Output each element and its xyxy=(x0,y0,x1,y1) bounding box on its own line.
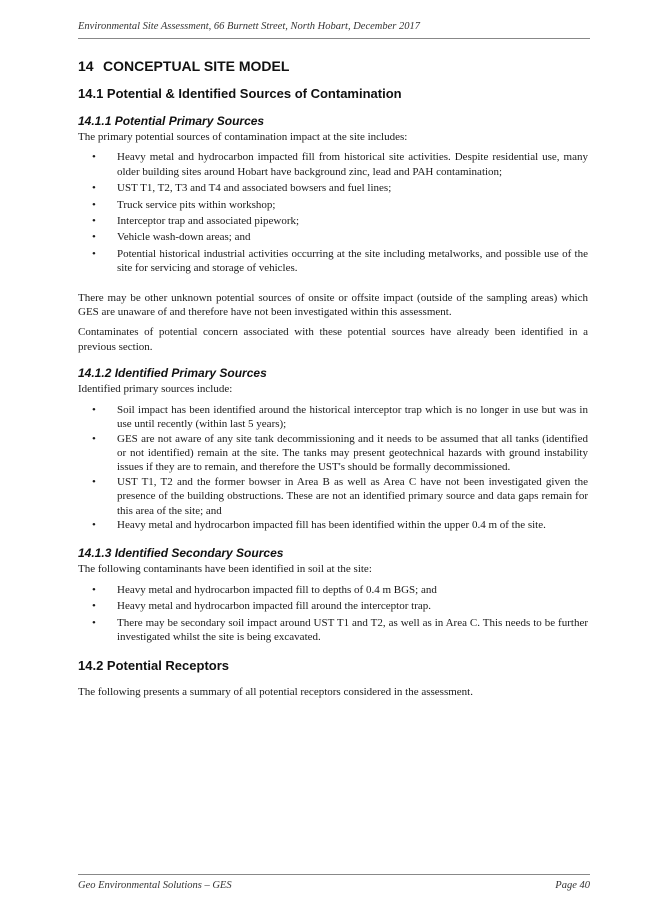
list-item: • Heavy metal and hydrocarbon impacted fill to depths of 0.4 m BGS; and xyxy=(78,583,588,597)
intro-14-1-3: The following contaminants have been identified in soil at the site: xyxy=(78,563,372,576)
subsection-heading-14-2: 14.2 Potential Receptors xyxy=(78,658,229,674)
list-item: • UST T1, T2 and the former bowser in Area B as well as Area C have not been investigated given the presence of the building obstructions. These are not an identified primary source and data gaps remain for this area of the site; and xyxy=(78,475,588,518)
footer-organisation: Geo Environmental Solutions – GES xyxy=(78,880,232,891)
list-item: • Truck service pits within workshop; xyxy=(78,198,588,212)
list-item: • Vehicle wash-down areas; and xyxy=(78,230,588,244)
subsubsection-heading-14-1-3: 14.1.3 Identified Secondary Sources xyxy=(78,546,284,561)
list-item: • Heavy metal and hydrocarbon impacted fill has been identified within the upper 0.4 m of the site. xyxy=(78,518,588,532)
header-divider xyxy=(78,38,590,39)
subsubsection-heading-14-1-1: 14.1.1 Potential Primary Sources xyxy=(78,114,265,128)
intro-14-1-1: The primary potential sources of contamination impact at the site includes: xyxy=(78,131,408,143)
section-title: CONCEPTUAL SITE MODEL xyxy=(103,58,290,74)
running-footer xyxy=(78,880,590,891)
bullet-list-14-1-3 xyxy=(78,583,588,645)
running-header: Environmental Site Assessment, 66 Burnett Street, North Hobart, December 2017 xyxy=(78,21,420,32)
section-number: 14 xyxy=(78,58,94,74)
paragraph-contaminants-concern: Contaminates of potential concern associated with these potential sources have already been identified in a previous section. xyxy=(78,326,588,353)
page-content xyxy=(78,58,588,706)
intro-14-1-2: Identified primary sources include: xyxy=(78,383,233,396)
paragraph-receptors: The following presents a summary of all potential receptors considered in the assessment. xyxy=(78,686,473,699)
list-item: • Soil impact has been identified around the historical interceptor trap which is no longer in use but was in use until recently (within last 5 years); xyxy=(78,403,588,432)
section-heading xyxy=(78,58,588,74)
list-item: • Heavy metal and hydrocarbon impacted fill around the interceptor trap. xyxy=(78,599,588,613)
list-item: • Potential historical industrial activities occurring at the site including metalworks, and possible use of the site for servicing and storage of vehicles. xyxy=(78,247,588,276)
paragraph-unknown-sources: There may be other unknown potential sources of onsite or offsite impact (outside of the sampling areas) which GES are unaware of and therefore have not been investigated within this assessment. xyxy=(78,291,588,319)
list-item: • Interceptor trap and associated pipework; xyxy=(78,214,588,228)
list-item: • GES are not aware of any site tank decommissioning and it needs to be assumed that all tanks (identified or not identified) remain at the site. The tanks may present geotechnical hazards with ground instability issues if they are to remain, and therefore the UST's should be formally decommissioned. xyxy=(78,432,588,475)
footer-divider xyxy=(78,874,590,875)
subsection-heading-14-1: 14.1 Potential & Identified Sources of Contamination xyxy=(78,86,402,101)
subsubsection-heading-14-1-2: 14.1.2 Identified Primary Sources xyxy=(78,366,267,381)
bullet-list-14-1-2 xyxy=(78,403,588,533)
list-item: • Heavy metal and hydrocarbon impacted fill from historical site activities. Despite residential use, many older building sites around Hobart have background zinc, lead and PAH contamination; xyxy=(78,150,588,179)
bullet-list-14-1-1 xyxy=(78,150,588,275)
list-item: • There may be secondary soil impact around UST T1 and T2, as well as in Area C. This needs to be further investigated whilst the site is being excavated. xyxy=(78,616,588,645)
list-item: • UST T1, T2, T3 and T4 and associated bowsers and fuel lines; xyxy=(78,181,588,195)
page-number: Page 40 xyxy=(555,880,590,891)
